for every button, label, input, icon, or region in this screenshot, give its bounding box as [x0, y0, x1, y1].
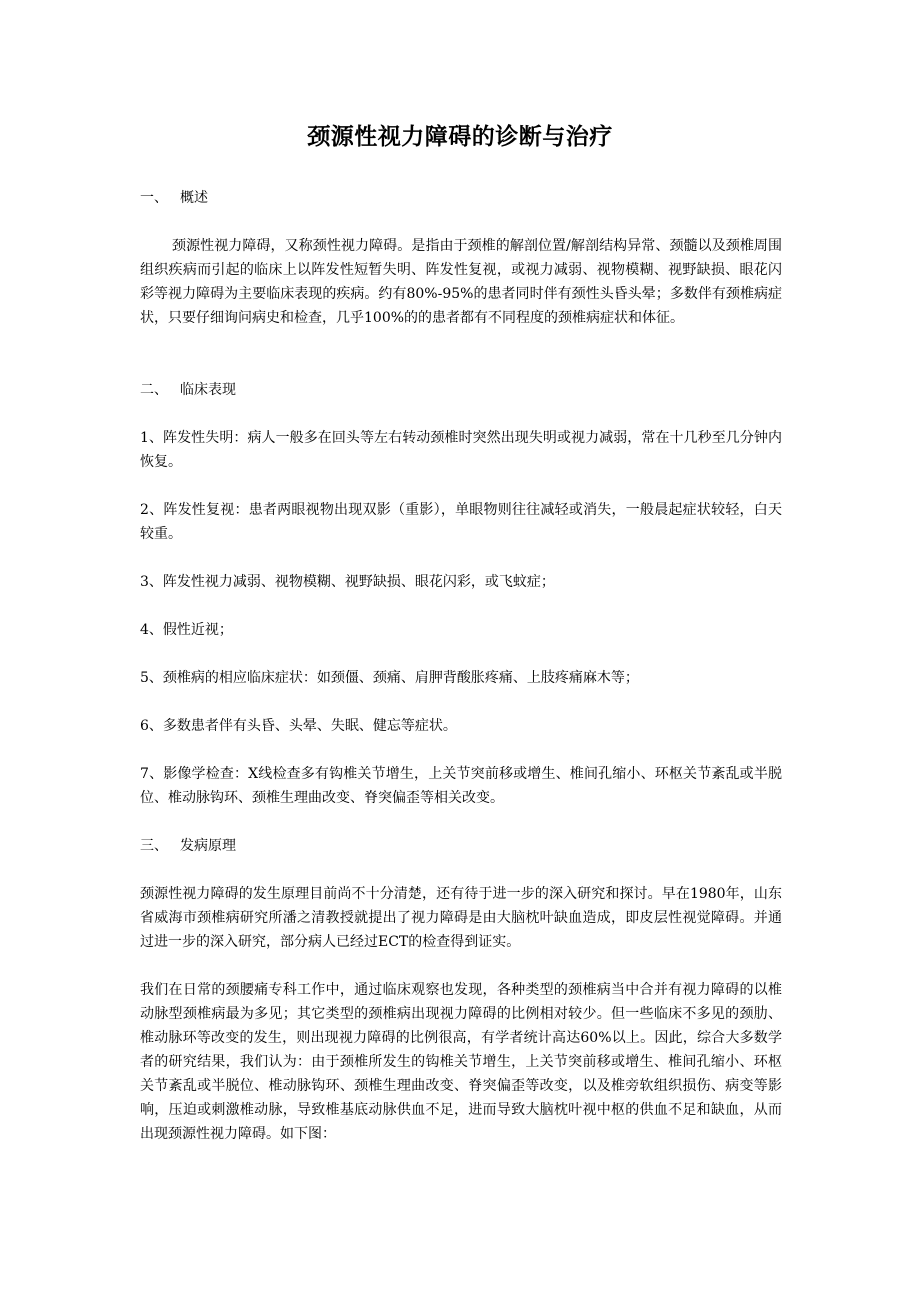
pathogenesis-paragraph-2: 我们在日常的颈腰痛专科工作中，通过临床观察也发现，各种类型的颈椎病当中合并有视力障碍的以椎动脉型颈椎病最为多见；其它类型的颈椎病出现视力障碍的比例相对较少。但一些临床不多见的颈肋、椎动脉环等改变的发生，则出现视力障碍的比例很高，有学者统计高达60%以上。因此，综合大多数学者的研究结果，我们认为：由于颈椎所发生的钩椎关节增生，上关节突前移或增生、椎间孔缩小、环枢关节紊乱或半脱位、椎动脉钩环、颈椎生理曲改变、脊突偏歪等改变，以及椎旁软组织损伤、病变等影响，压迫或刺激椎动脉，导致椎基底动脉供血不足，进而导致大脑枕叶视中枢的供血不足和缺血，从而出现颈源性视力障碍。如下图： — [140, 982, 782, 1142]
clinical-item-7: 7、影像学检查：X线检查多有钩椎关节增生，上关节突前移或增生、椎间孔缩小、环枢关节紊乱或半脱位、椎动脉钩环、颈椎生理曲改变、脊突偏歪等相关改变。 — [140, 766, 782, 806]
section-number: 二、 — [140, 382, 168, 398]
clinical-item-2: 2、阵发性复视：患者两眼视物出现双影（重影），单眼物则往往减轻或消失，一般晨起症状较轻，白天较重。 — [140, 502, 782, 542]
clinical-item-1: 1、阵发性失明：病人一般多在回头等左右转动颈椎时突然出现失明或视力减弱，常在十几秒至几分钟内恢复。 — [140, 430, 782, 470]
clinical-item-5: 5、颈椎病的相应临床症状：如颈僵、颈痛、肩胛背酸胀疼痛、上肢疼痛麻木等； — [140, 670, 639, 686]
clinical-item-6: 6、多数患者伴有头昏、头晕、失眠、健忘等症状。 — [140, 718, 457, 734]
section-number: 一、 — [140, 190, 168, 206]
section-heading-text: 概述 — [180, 190, 208, 206]
section-number: 三、 — [140, 838, 168, 854]
section-heading-pathogenesis — [140, 834, 236, 858]
pathogenesis-paragraph-1: 颈源性视力障碍的发生原理目前尚不十分清楚，还有待于进一步的深入研究和探讨。早在1980年，山东省威海市颈椎病研究所潘之清教授就提出了视力障碍是由大脑枕叶缺血造成，即皮层性视觉障碍。并通过进一步的深入研究，部分病人已经过ECT的检查得到证实。 — [140, 886, 782, 950]
section-heading-overview — [140, 186, 208, 210]
document-title: 颈源性视力障碍的诊断与治疗 — [307, 123, 613, 150]
clinical-item-4: 4、假性近视； — [140, 622, 233, 638]
clinical-item-3: 3、阵发性视力减弱、视物模糊、视野缺损、眼花闪彩，或飞蚊症； — [140, 574, 555, 590]
section-heading-text: 发病原理 — [180, 838, 236, 854]
section-heading-clinical — [140, 378, 236, 402]
overview-paragraph: 颈源性视力障碍，又称颈性视力障碍。是指由于颈椎的解剖位置/解剖结构异常、颈髓以及颈椎周围组织疾病而引起的临床上以阵发性短暂失明、阵发性复视，或视力减弱、视物模糊、视野缺损、眼花闪彩等视力障碍为主要临床表现的疾病。约有80%-95%的患者同时伴有颈性头昏头晕；多数伴有颈椎病症状，只要仔细询问病史和检查，几乎100%的的患者都有不同程度的颈椎病症状和体征。 — [140, 238, 782, 326]
section-heading-text: 临床表现 — [180, 382, 236, 398]
